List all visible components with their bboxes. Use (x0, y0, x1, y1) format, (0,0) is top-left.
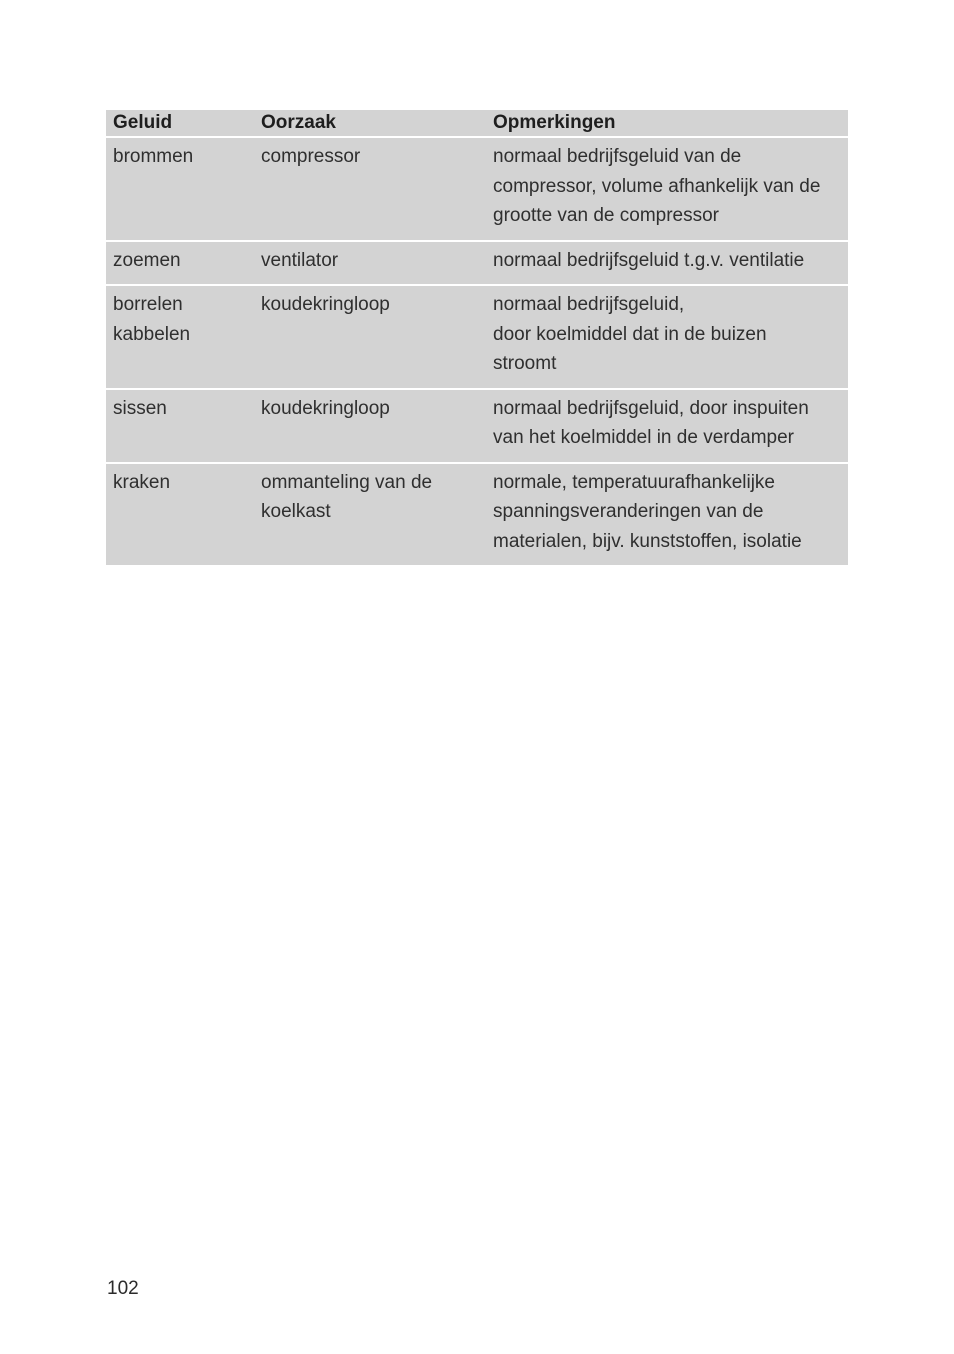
cell-line: grootte van de compressor (493, 205, 720, 226)
cell-line: stroomt (493, 353, 557, 374)
cell-oorzaak (254, 389, 486, 463)
cell-line: kabbelen (113, 323, 191, 345)
header-geluid: Geluid (106, 110, 254, 137)
cell-line: koudekringloop (261, 397, 390, 419)
cell-oorzaak (254, 137, 486, 241)
cell-line: ommanteling van de (261, 471, 433, 493)
cell-line: koelkast (261, 501, 331, 522)
cell-opmerkingen (486, 463, 848, 566)
cell-oorzaak (254, 285, 486, 389)
cell-opmerkingen (486, 137, 848, 241)
cell-opmerkingen (486, 285, 848, 389)
table-row (106, 285, 848, 389)
cell-line: spanningsveranderingen van de (493, 501, 764, 522)
cell-line: brommen (113, 146, 194, 167)
cell-line: sissen (113, 397, 167, 419)
cell-line: borrelen (113, 294, 183, 315)
page-number: 102 (107, 1278, 139, 1299)
cell-oorzaak (254, 241, 486, 286)
cell-line: koudekringloop (261, 294, 390, 315)
cell-line: normaal bedrijfsgeluid, (493, 294, 685, 315)
cell-line: kraken (113, 471, 171, 493)
cell-geluid (106, 137, 254, 241)
noise-table (106, 110, 848, 565)
cell-geluid (106, 463, 254, 566)
table-header-row (106, 110, 848, 137)
cell-geluid (106, 389, 254, 463)
header-oorzaak: Oorzaak (254, 110, 486, 137)
cell-line: normale, temperatuurafhankelijke (493, 471, 775, 493)
cell-line: compressor, volume afhankelijk van de (493, 175, 821, 197)
cell-line: normaal bedrijfsgeluid t.g.v. ventilatie (493, 249, 805, 271)
cell-line: normaal bedrijfsgeluid van de (493, 146, 742, 167)
cell-geluid (106, 285, 254, 389)
table-row (106, 241, 848, 286)
header-opmerkingen: Opmerkingen (486, 110, 848, 137)
cell-line: ventilator (261, 249, 339, 271)
cell-line: van het koelmiddel in de verdamper (493, 427, 795, 448)
cell-opmerkingen (486, 389, 848, 463)
table-row (106, 463, 848, 566)
cell-line: zoemen (113, 249, 181, 271)
cell-oorzaak (254, 463, 486, 566)
cell-line: door koelmiddel dat in de buizen (493, 323, 767, 345)
cell-opmerkingen (486, 241, 848, 286)
cell-geluid (106, 241, 254, 286)
cell-line: compressor (261, 146, 361, 167)
table-row (106, 389, 848, 463)
cell-line: materialen, bijv. kunststoffen, isolatie (493, 530, 802, 552)
cell-line: normaal bedrijfsgeluid, door inspuiten (493, 397, 809, 419)
table-row (106, 137, 848, 241)
